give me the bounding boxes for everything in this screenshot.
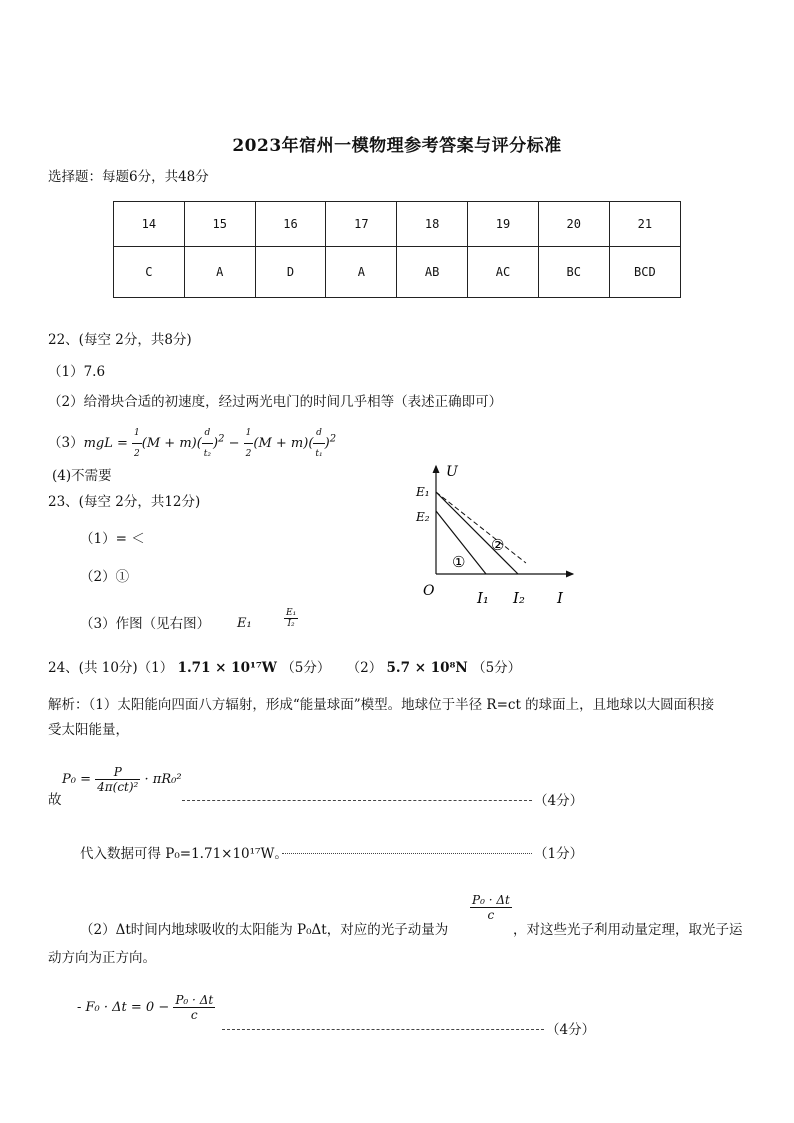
q23-part2: （2）① [80, 569, 130, 585]
part2-momentum-fraction [470, 893, 512, 922]
fraction-momentum [470, 893, 512, 922]
question-number-cell: 20 [538, 202, 609, 247]
frac-den: 4π(ct)² [97, 780, 139, 794]
q22-part3-label: （3） [48, 435, 84, 451]
answer-cell: D [255, 247, 326, 298]
q24-answer-2: 5.7 × 10⁸N [386, 660, 468, 676]
fraction-d-t1 [313, 423, 324, 464]
part2-line-2: 动方向为正方向。 [48, 950, 156, 966]
fraction-e1-i2 [284, 608, 298, 629]
analysis-line-2: 受太阳能量， [48, 722, 129, 738]
frac-num: d [313, 423, 324, 444]
frac-den: I₂ [287, 619, 295, 629]
formula-close: ) [213, 436, 219, 451]
frac-num: d [202, 423, 213, 444]
e1-label: E₁ [416, 485, 430, 499]
formula-momentum [77, 993, 215, 1033]
q23-part3: （3）作图（见右图） [80, 616, 211, 632]
i2-label: I₂ [513, 589, 525, 607]
formula-p0 [62, 765, 182, 805]
part2-text-b: ，对这些光子利用动量定理，取光子运 [513, 922, 743, 938]
formula-p0-lhs: P₀ = [62, 772, 96, 787]
frac-den: c [190, 1008, 198, 1022]
q22-heading: 22、(每空 2分，共8分) [48, 332, 192, 348]
question-number-cell: 18 [397, 202, 468, 247]
mc-heading: 选择题：每题6分，共48分 [48, 169, 209, 185]
answer-cell: A [184, 247, 255, 298]
page-title: 2023年宿州一模物理参考答案与评分标准 [232, 136, 562, 156]
q24-answer-1: 1.71 × 10¹⁷W [177, 660, 277, 676]
answer-cell: AB [397, 247, 468, 298]
frac-den: 2 [134, 449, 140, 459]
answer-table [113, 201, 681, 298]
q24-heading: 24、(共 10分)（1） [48, 660, 174, 676]
q24-score-1: （5分） [281, 660, 331, 676]
q24-heading-line [48, 658, 521, 678]
question-number-cell: 16 [255, 202, 326, 247]
question-number-cell: 21 [609, 202, 680, 247]
frac-den: t₁ [315, 449, 323, 459]
u-label: U [446, 464, 458, 480]
frac-den: 2 [245, 449, 252, 459]
answer-table-question-row [114, 202, 681, 247]
formula-square: 2 [218, 433, 225, 445]
frac-num: 1 [244, 423, 254, 444]
answer-cell: BCD [609, 247, 680, 298]
question-number-cell: 17 [326, 202, 397, 247]
u-i-graph [405, 458, 590, 613]
q24-score-2: （5分） [472, 660, 522, 676]
analysis-line-1: 解析：（1）太阳能向四面八方辐射，形成“能量球面”模型。地球位于半径 R=ct 的球面上，且地球以大圆面积接 [48, 697, 715, 713]
question-number-cell: 19 [468, 202, 539, 247]
formula-momentum-lhs: - F₀ · Δt = 0 − [77, 1000, 174, 1015]
q23-part1: （1）= ＜ [80, 531, 145, 547]
formula-square: 2 [329, 433, 337, 445]
frac-num: E₁ [286, 608, 297, 618]
line-1-label: ① [452, 553, 466, 571]
i1-label: I₁ [477, 589, 489, 607]
formula-momentum-fraction [173, 993, 215, 1022]
formula-p0-fraction [95, 765, 140, 794]
formula-momentum-score: （4分） [546, 1022, 596, 1038]
frac-den: c [487, 908, 495, 922]
score-leader-line [182, 800, 532, 801]
i-label: I [557, 589, 563, 607]
frac-num: P₀ · Δt [472, 893, 510, 907]
fraction-d-t2 [202, 423, 213, 464]
frac-num: 1 [132, 423, 142, 444]
fraction-half [132, 423, 142, 464]
substitution-score: （1分） [534, 846, 584, 862]
line-2-label: ② [491, 536, 505, 554]
part2-text-a: （2）Δt时间内地球吸收的太阳能为 P₀Δt，对应的光子动量为 [80, 922, 449, 938]
q23-heading: 23、(每空 2分，共12分) [48, 494, 201, 510]
frac-num: P [95, 765, 140, 780]
q23-part3-e1: E₁ [237, 616, 252, 631]
q23-part3-ratio [284, 608, 298, 629]
e2-label: E₂ [416, 510, 430, 524]
fraction-half [244, 423, 254, 464]
frac-num: P₀ · Δt [175, 993, 214, 1007]
q24-mid-label: （2） [346, 660, 383, 676]
substitution-line: 代入数据可得 P₀=1.71×10¹⁷W。 [80, 846, 288, 862]
answer-cell: BC [538, 247, 609, 298]
answer-cell: A [326, 247, 397, 298]
answer-table-answer-row [114, 247, 681, 298]
formula-mass: (M + m)( [253, 436, 314, 451]
formula-mass: (M + m)( [141, 436, 202, 451]
score-leader-line [222, 1029, 544, 1030]
q22-part1: （1）7.6 [48, 364, 106, 380]
answer-cell: C [114, 247, 185, 298]
frac-den: t₂ [203, 449, 212, 459]
formula-p0-score: （4分） [534, 793, 584, 809]
q22-part2: （2）给滑块合适的初速度，经过两光电门的时间几乎相等（表述正确即可） [48, 394, 503, 410]
question-number-cell: 15 [184, 202, 255, 247]
formula-lhs: mgL = [83, 436, 133, 451]
formula-minus: − [224, 436, 244, 451]
formula-p0-prefix: 故 [48, 792, 62, 808]
q22-part4: (4)不需要 [52, 468, 112, 484]
formula-close: ) [324, 436, 330, 451]
formula-p0-rest: · πR₀² [140, 772, 182, 787]
origin-label: O [423, 583, 435, 599]
q22-part3-formula [48, 423, 336, 457]
answer-cell: AC [468, 247, 539, 298]
question-number-cell: 14 [114, 202, 185, 247]
score-leader-line [282, 853, 532, 854]
